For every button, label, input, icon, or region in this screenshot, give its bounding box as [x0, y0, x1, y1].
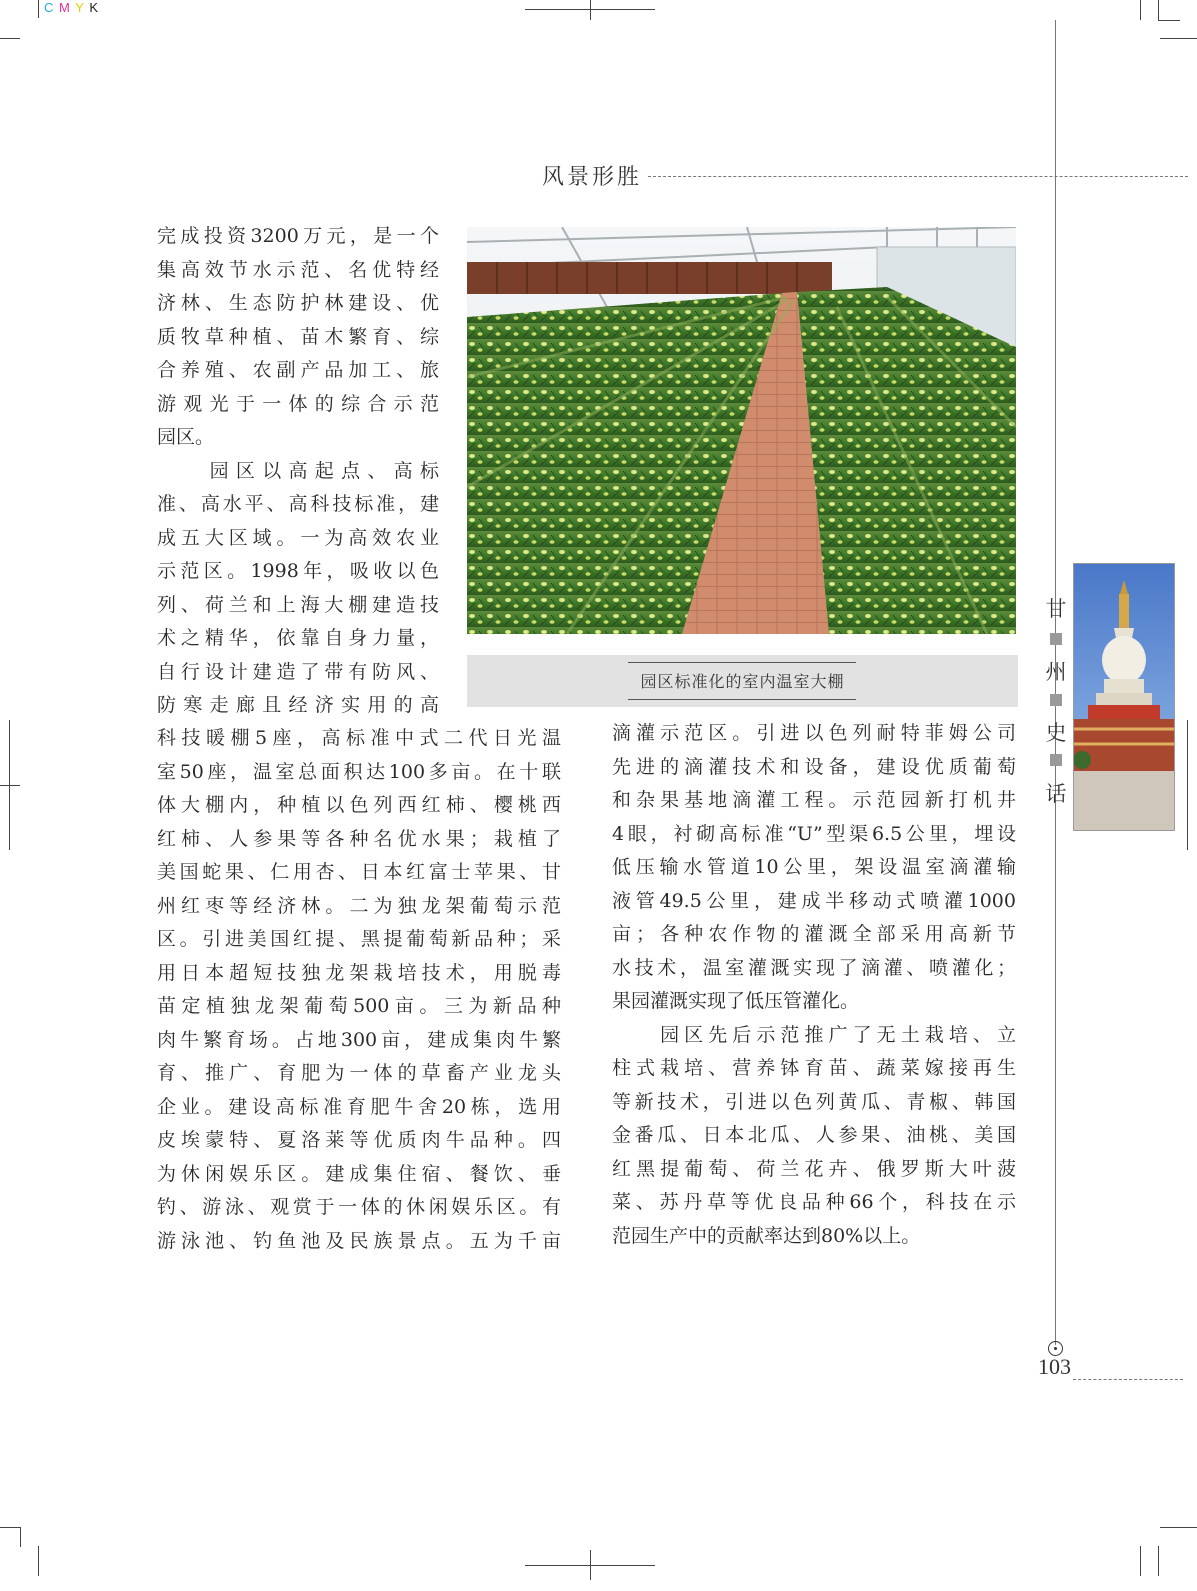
text-line: 液管49.5公里，建成半移动式喷灌1000 — [612, 889, 1016, 912]
text-line: 滴灌示范区。引进以色列耐特菲姆公司 — [612, 722, 1016, 744]
crop-mark — [1158, 20, 1180, 21]
text-line: 先进的滴灌技术和设备，建设优质葡萄 — [612, 755, 1016, 778]
left-column-top — [157, 220, 439, 723]
text-line: 游泳池、钓鱼池及民族景点。五为千亩 — [157, 1229, 561, 1252]
text-line: 园区先后示范推广了无土栽培、立 — [612, 1023, 1016, 1046]
text-line: 用日本超短技独龙架栽培技术，用脱毒 — [157, 961, 561, 984]
crop-mark — [0, 1527, 20, 1528]
text-line: 质牧草种植、苗木繁育、综 — [157, 325, 439, 348]
crop-mark — [1140, 0, 1141, 20]
side-tab-square — [1050, 633, 1062, 645]
text-line: 4眼，衬砌高标准“U”型渠6.5公里，埋设 — [612, 822, 1016, 845]
text-line: 钓、游泳、观赏于一体的休闲娱乐区。有 — [157, 1196, 561, 1218]
paragraph — [157, 220, 439, 455]
text-line: 准、高水平、高科技标准，建 — [157, 493, 439, 515]
text-line: 皮埃蒙特、夏洛莱等优质肉牛品种。四 — [157, 1129, 561, 1151]
text-line: 水技术，温室灌溉实现了滴灌、喷灌化； — [612, 956, 1016, 979]
right-column — [612, 717, 1016, 1253]
text-line: 州红枣等经济林。二为独龙架葡萄示范 — [157, 894, 561, 917]
crop-mark — [1158, 0, 1159, 20]
side-tab-char: 话 — [1045, 782, 1067, 806]
section-title: 风景形胜 — [542, 165, 643, 190]
text-line: 合养殖、农副产品加工、旅 — [157, 359, 439, 381]
crop-mark — [590, 1550, 591, 1580]
text-line: 低压输水管道10公里，架设温室滴灌输 — [612, 856, 1016, 878]
text-line: 术之精华，依靠自身力量， — [157, 627, 439, 649]
text-line: 育、推广、育肥为一体的草畜产业龙头 — [157, 1062, 561, 1084]
text-line: 红柿、人参果等各种名优水果；栽植了 — [157, 827, 561, 850]
crop-mark — [1160, 38, 1197, 39]
pagoda-illustration — [1074, 564, 1174, 830]
text-line: 菜、苏丹草等优良品种66个，科技在示 — [612, 1191, 1016, 1213]
paragraph — [612, 717, 1016, 1019]
crop-mark — [590, 0, 591, 20]
figure-caption: 园区标准化的室内温室大棚 — [640, 672, 845, 691]
crop-mark — [1160, 1527, 1197, 1528]
text-line: 亩；各种农作物的灌溉全部采用高新节 — [612, 923, 1016, 945]
caption-rule-top — [628, 662, 856, 663]
greenhouse-photo — [467, 227, 1016, 634]
text-line: 范园生产中的贡献率达到80%以上。 — [612, 1224, 921, 1247]
text-line: 济林、生态防护林建设、优 — [157, 292, 439, 314]
crop-mark — [0, 38, 20, 39]
text-line: 列、荷兰和上海大棚建造技 — [157, 593, 439, 616]
figure-caption-box — [467, 655, 1018, 707]
caption-rule-bottom — [628, 699, 856, 700]
text-line: 室50座，温室总面积达100多亩。在十联 — [157, 760, 561, 783]
text-line: 区。引进美国红提、黑提葡萄新品种；采 — [157, 928, 561, 950]
crop-mark — [1158, 1546, 1159, 1576]
left-column-bottom — [157, 722, 561, 1258]
side-tab-char: 州 — [1045, 660, 1067, 684]
text-line: 示范区。1998年，吸收以色 — [157, 560, 439, 582]
text-line: 果园灌溉实现了低压管灌化。 — [612, 990, 860, 1012]
text-line: 企业。建设高标准育肥牛舍20栋，选用 — [157, 1095, 561, 1118]
crop-mark — [20, 1527, 21, 1547]
text-line: 等新技术，引进以色列黄瓜、青椒、韩国 — [612, 1090, 1016, 1113]
text-line: 肉牛繁育场。占地300亩，建成集肉牛繁 — [157, 1028, 561, 1051]
text-line: 自行设计建造了带有防风、 — [157, 660, 439, 683]
side-tab-square — [1050, 754, 1062, 766]
text-line: 游观光于一体的综合示范 — [157, 392, 439, 415]
crop-mark — [1187, 720, 1188, 850]
text-line: 完成投资3200万元，是一个 — [157, 225, 439, 247]
side-tab-char: 史 — [1045, 721, 1067, 745]
text-line: 金番瓜、日本北瓜、人参果、油桃、美国 — [612, 1124, 1016, 1146]
text-line: 科技暖棚5座，高标准中式二代日光温 — [157, 727, 561, 749]
pagoda-photo — [1073, 563, 1175, 831]
paragraph — [157, 455, 439, 723]
cmyk-color-mark: C M Y K — [44, 0, 99, 15]
text-line: 红黑提葡萄、荷兰花卉、俄罗斯大叶菠 — [612, 1157, 1016, 1180]
text-line: 防寒走廊且经济实用的高 — [157, 694, 439, 716]
text-line: 为休闲娱乐区。建成集住宿、餐饮、垂 — [157, 1162, 561, 1185]
text-line: 美国蛇果、仁用杏、日本红富士苹果、甘 — [157, 861, 561, 883]
crop-mark — [0, 785, 20, 786]
text-line: 苗定植独龙架葡萄500亩。三为新品种 — [157, 995, 561, 1017]
text-line: 成五大区域。一为高效农业 — [157, 526, 439, 549]
text-line: 园区。 — [157, 426, 215, 448]
side-tab-char: 甘 — [1045, 597, 1067, 621]
crop-mark — [1140, 1546, 1141, 1576]
page-number: 103 — [1038, 1354, 1071, 1379]
text-line: 和杂果基地滴灌工程。示范园新打机井 — [612, 789, 1016, 811]
crop-mark — [38, 0, 39, 18]
paragraph — [612, 1019, 1016, 1254]
crop-mark — [38, 1546, 39, 1576]
side-tab-square — [1050, 694, 1062, 706]
text-line: 柱式栽培、营养钵育苗、蔬菜嫁接再生 — [612, 1057, 1016, 1079]
text-line: 集高效节水示范、名优特经 — [157, 258, 439, 281]
footer-dashed-rule — [1073, 1379, 1183, 1380]
text-line: 体大棚内，种植以色列西红柿、樱桃西 — [157, 794, 561, 816]
paragraph — [157, 722, 561, 1258]
text-line: 园区以高起点、高标 — [157, 459, 439, 482]
header-dashed-rule — [648, 176, 1188, 177]
greenhouse-illustration — [467, 227, 1016, 634]
